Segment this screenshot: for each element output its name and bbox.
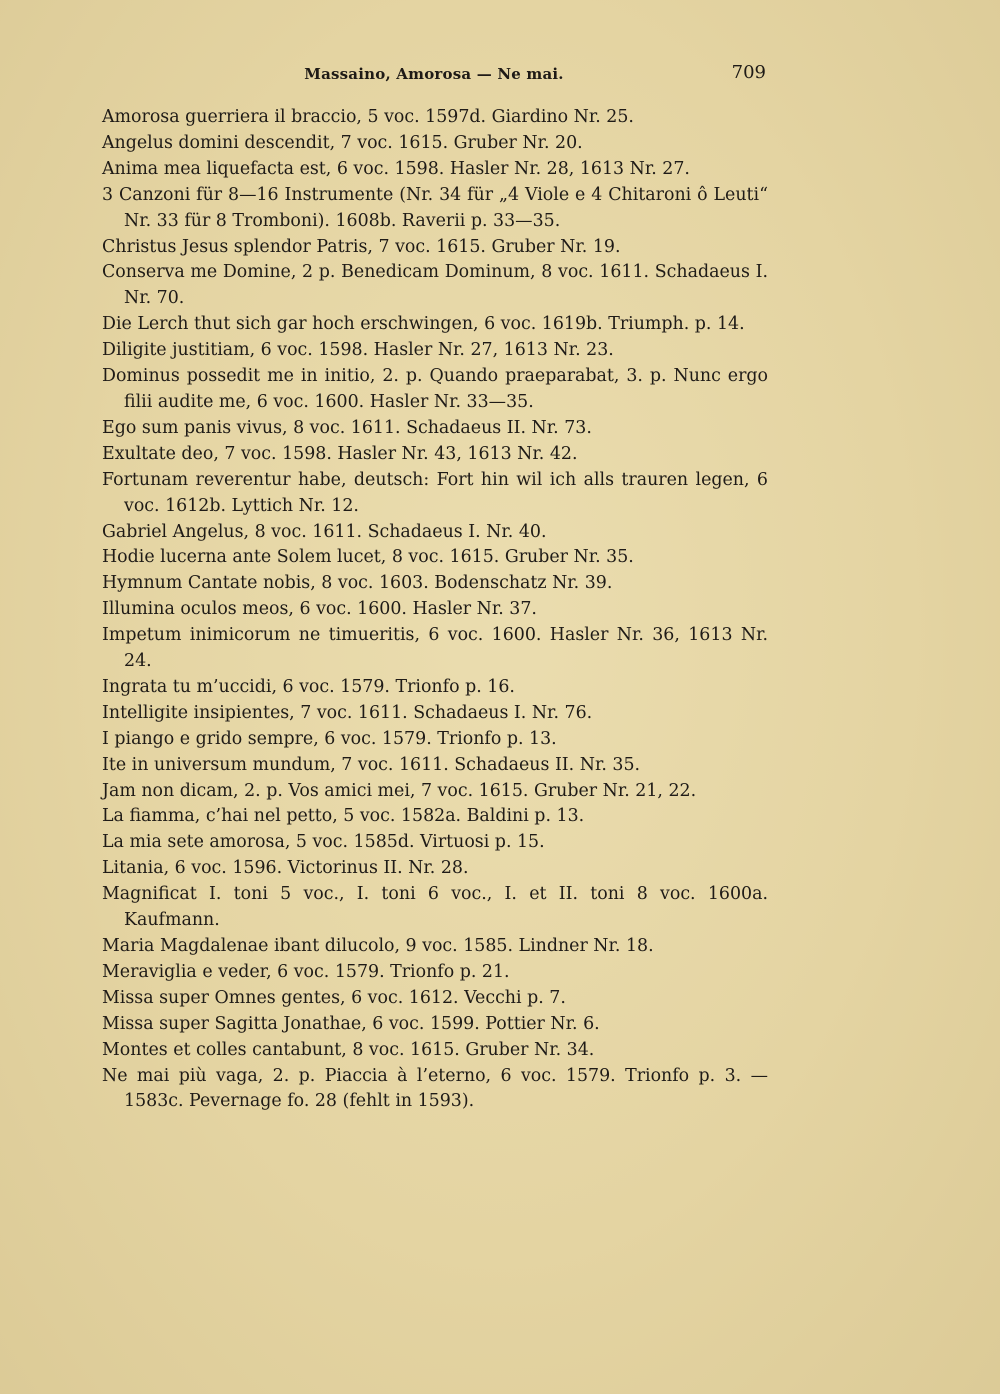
catalogue-entry: 3 Canzoni für 8—16 Instrumente (Nr. 34 für „4 Viole e 4 Chitaroni ô Leuti“ Nr. 33 für 8 Tromboni). 1608b. Raverii p. 33—35. [102, 184, 768, 231]
catalogue-entry: Jam non dicam, 2. p. Vos amici mei, 7 voc. 1615. Gruber Nr. 21, 22. [102, 780, 697, 801]
catalogue-entry: Anima mea liquefacta est, 6 voc. 1598. Hasler Nr. 28, 1613 Nr. 27. [102, 158, 690, 179]
catalogue-entry: Diligite justitiam, 6 voc. 1598. Hasler Nr. 27, 1613 Nr. 23. [102, 340, 614, 361]
catalogue-entry: Missa super Sagitta Jonathae, 6 voc. 1599. Pottier Nr. 6. [102, 1013, 600, 1034]
catalogue-entry: Magnificat I. toni 5 voc., I. toni 6 voc., I. et II. toni 8 voc. 1600a. Kaufmann. [102, 884, 768, 931]
catalogue-entry: Conserva me Domine, 2 p. Benedicam Dominum, 8 voc. 1611. Schadaeus I. Nr. 70. [102, 262, 768, 309]
catalogue-entry: Intelligite insipientes, 7 voc. 1611. Schadaeus I. Nr. 76. [102, 702, 593, 723]
catalogue-entry: Angelus domini descendit, 7 voc. 1615. Gruber Nr. 20. [102, 132, 583, 153]
page-header [102, 62, 766, 90]
catalogue-entry: Ne mai più vaga, 2. p. Piaccia à l’eterno, 6 voc. 1579. Trionfo p. 3. — 1583c. Pevernage fo. 28 (fehlt in 1593). [102, 1065, 768, 1112]
running-head: Massaino, Amorosa — Ne mai. [304, 65, 564, 83]
catalogue-entry: Die Lerch thut sich gar hoch erschwingen, 6 voc. 1619b. Triumph. p. 14. [102, 314, 745, 335]
catalogue-entry: Gabriel Angelus, 8 voc. 1611. Schadaeus I. Nr. 40. [102, 521, 547, 542]
catalogue-entry: Fortunam reverentur habe, deutsch: Fort hin wil ich alls trauren legen, 6 voc. 1612b. Lyttich Nr. 12. [102, 469, 768, 516]
catalogue-entry: Impetum inimicorum ne timueritis, 6 voc. 1600. Hasler Nr. 36, 1613 Nr. 24. [102, 625, 768, 672]
catalogue-entry: Ite in universum mundum, 7 voc. 1611. Schadaeus II. Nr. 35. [102, 754, 641, 775]
catalogue-entry: Illumina oculos meos, 6 voc. 1600. Hasler Nr. 37. [102, 599, 537, 620]
catalogue-entry: Amorosa guerriera il braccio, 5 voc. 1597d. Giardino Nr. 25. [102, 107, 634, 127]
catalogue-entry: Missa super Omnes gentes, 6 voc. 1612. Vecchi p. 7. [102, 987, 566, 1008]
page-number: 709 [731, 62, 766, 83]
catalogue-entry: Dominus possedit me in initio, 2. p. Quando praeparabat, 3. p. Nunc ergo filii audite me, 6 voc. 1600. Hasler Nr. 33—35. [102, 366, 768, 412]
catalogue-entry: La fiamma, c’hai nel petto, 5 voc. 1582a. Baldini p. 13. [102, 806, 585, 827]
catalogue-entry: Hodie lucerna ante Solem lucet, 8 voc. 1615. Gruber Nr. 35. [102, 547, 634, 568]
catalogue-entry: Litania, 6 voc. 1596. Victorinus II. Nr. 28. [102, 858, 469, 879]
catalogue-entry: Ego sum panis vivus, 8 voc. 1611. Schadaeus II. Nr. 73. [102, 417, 592, 438]
catalogue-entry: Ingrata tu m’uccidi, 6 voc. 1579. Trionfo p. 16. [102, 676, 515, 697]
catalogue-entries [102, 105, 768, 1115]
catalogue-entry: Hymnum Cantate nobis, 8 voc. 1603. Bodenschatz Nr. 39. [102, 573, 613, 594]
catalogue-entry: La mia sete amorosa, 5 voc. 1585d. Virtuosi p. 15. [102, 832, 545, 853]
catalogue-entry: Exultate deo, 7 voc. 1598. Hasler Nr. 43, 1613 Nr. 42. [102, 443, 578, 464]
catalogue-entry: Christus Jesus splendor Patris, 7 voc. 1615. Gruber Nr. 19. [102, 236, 621, 257]
catalogue-entry: Maria Magdalenae ibant dilucolo, 9 voc. 1585. Lindner Nr. 18. [102, 936, 654, 956]
catalogue-entry: Montes et colles cantabunt, 8 voc. 1615. Gruber Nr. 34. [102, 1039, 595, 1060]
catalogue-entry: Meraviglia e veder, 6 voc. 1579. Trionfo p. 21. [102, 961, 510, 982]
catalogue-entry: I piango e grido sempre, 6 voc. 1579. Trionfo p. 13. [102, 728, 557, 749]
